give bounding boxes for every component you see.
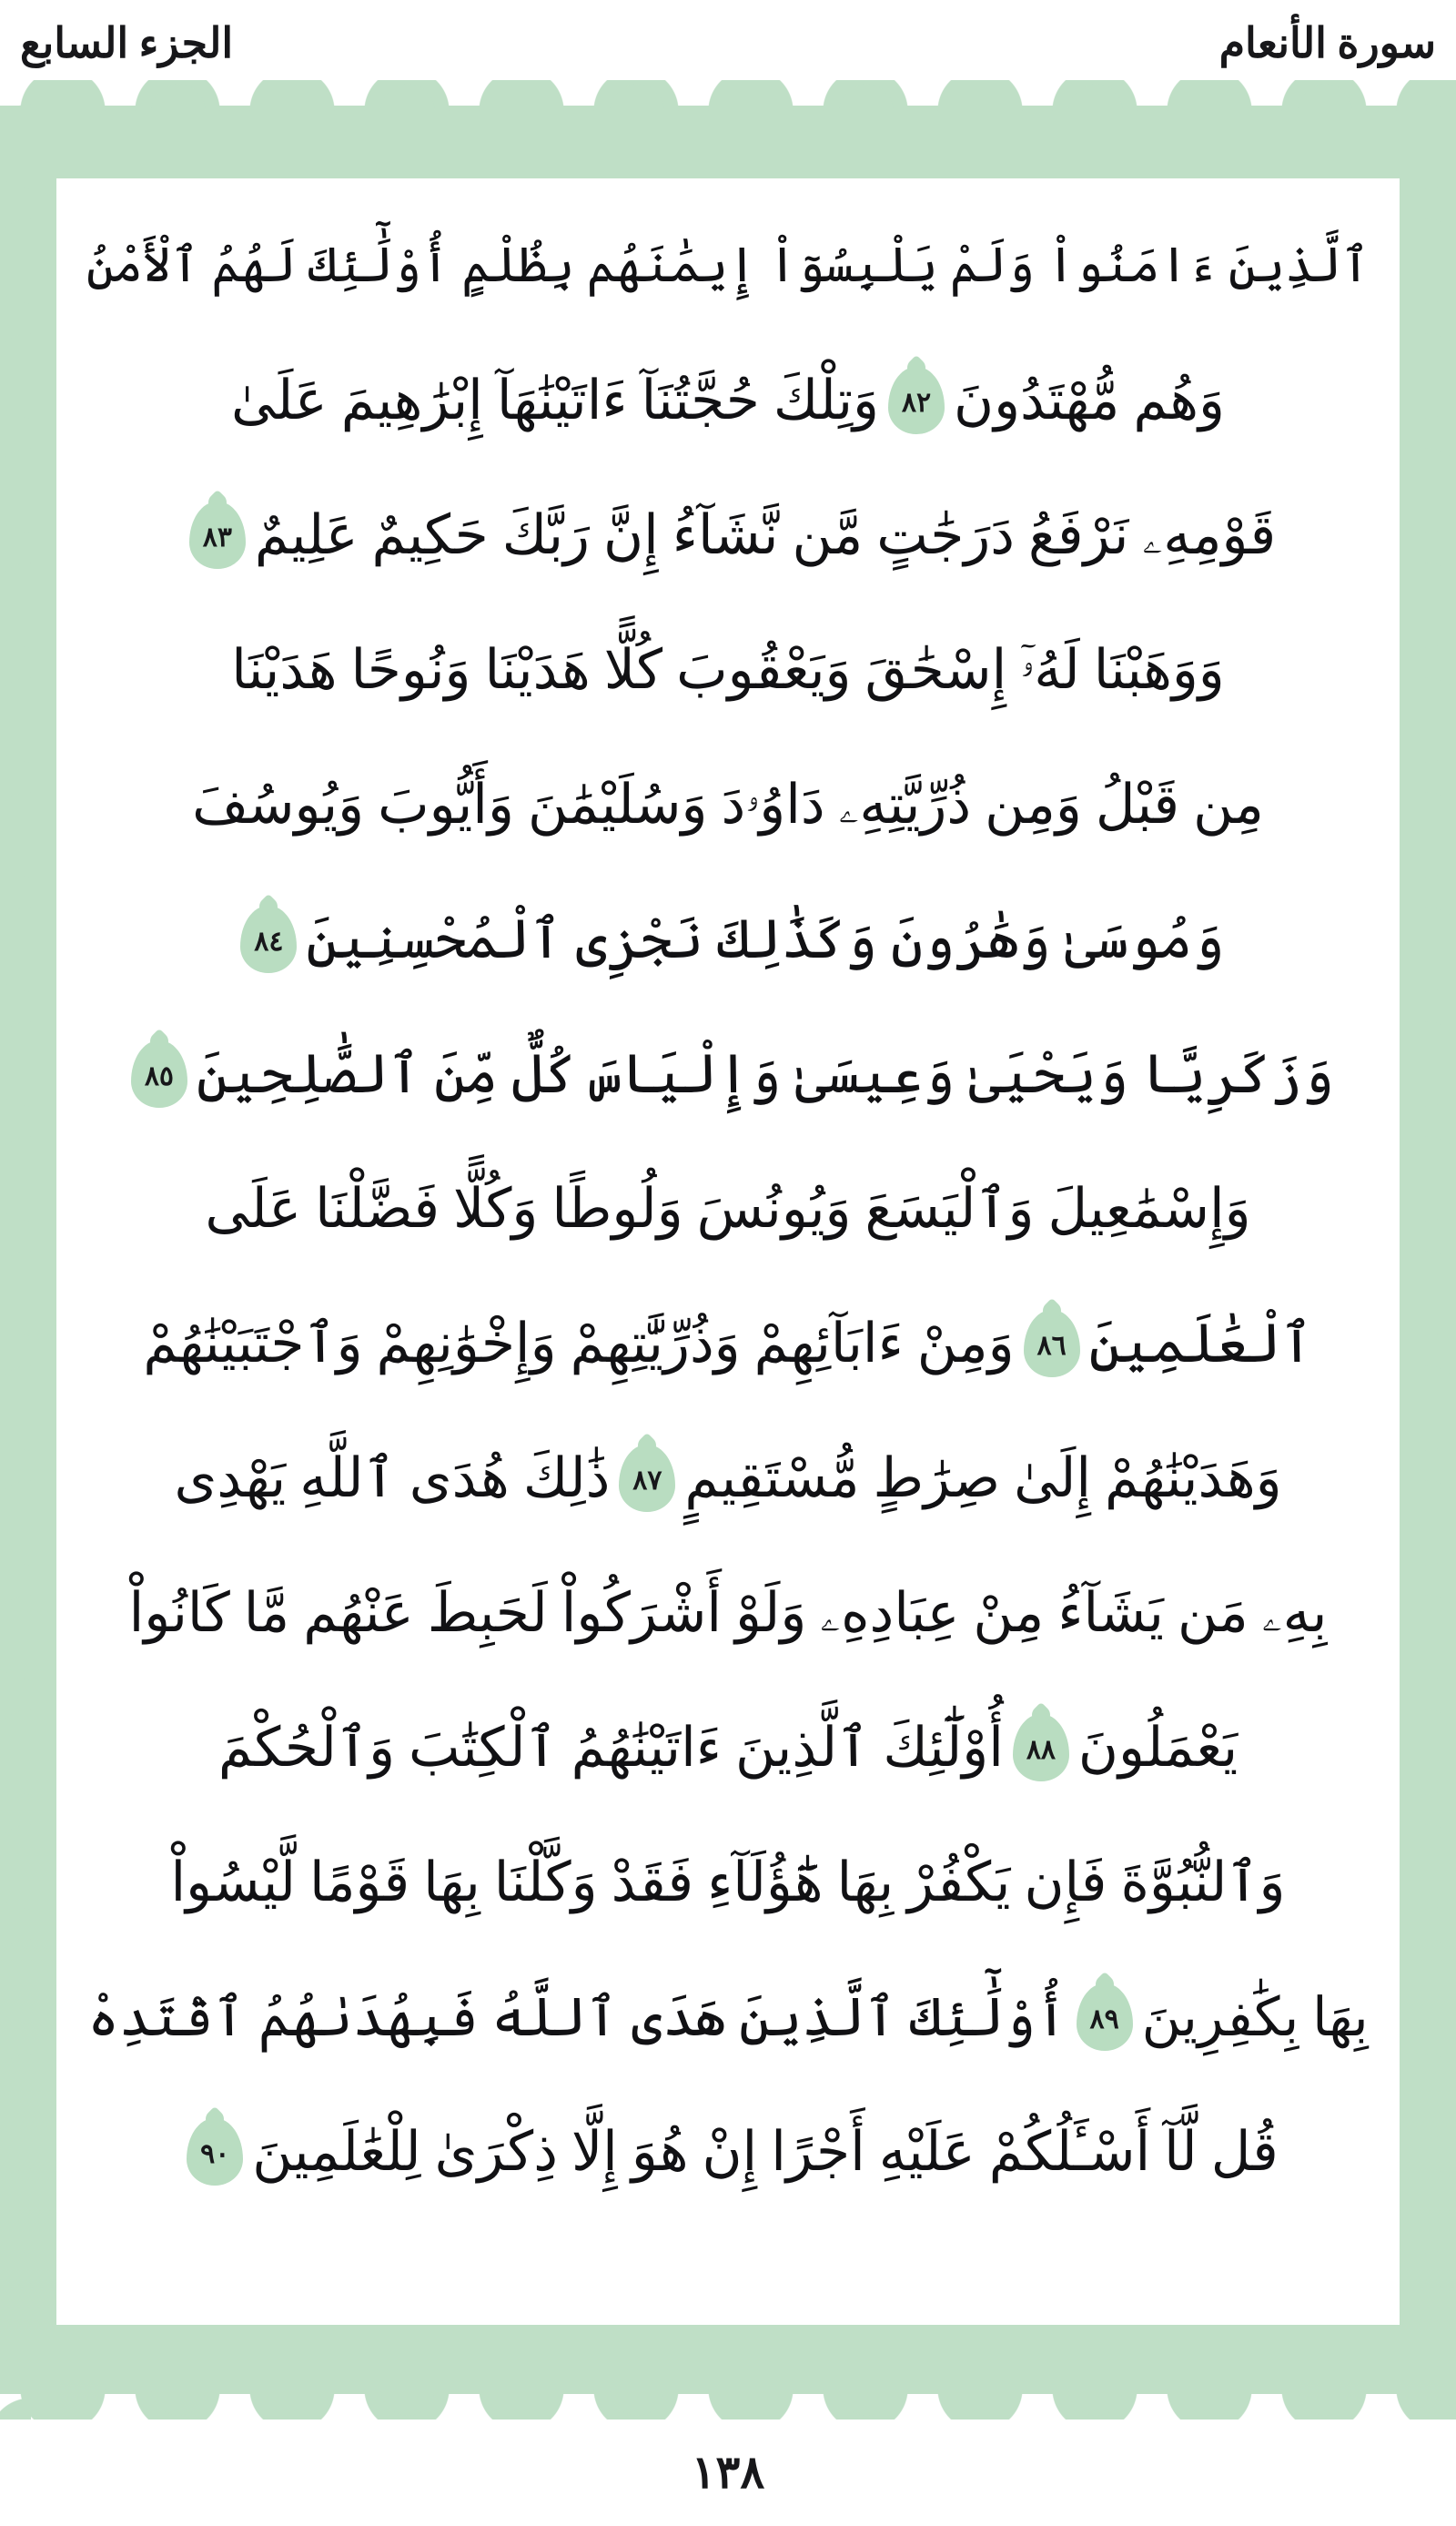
quran-text-segment: بِهِۦ مَن يَشَآءُ مِنْ عِبَادِهِۦ وَلَوْ أَشْرَكُواْ لَحَبِطَ عَنْهُم مَّا كَانُواْ: [128, 1583, 1328, 1643]
ayah-number-marker[interactable]: [1013, 1714, 1069, 1781]
surah-name-label: سورة الأنعام: [1218, 20, 1436, 66]
scallop-tips-bottom: [0, 2389, 1456, 2425]
ayah-number-marker[interactable]: [1024, 1310, 1080, 1377]
ayah-number-label: ٨٧: [632, 1466, 662, 1496]
quran-line: [80, 872, 1376, 1007]
juz-name-label: الجزء السابع: [20, 20, 234, 66]
ayah-number-marker[interactable]: [189, 502, 246, 569]
quran-text-segment: ٱلْعَٰلَمِينَ: [1088, 1314, 1313, 1374]
ayah-number-marker[interactable]: [888, 367, 945, 434]
quran-text-segment: قَوْمِهِۦ نَرْفَعُ دَرَجَٰتٍ مَّن نَّشَآءُ إِنَّ رَبَّكَ حَكِيمٌ عَلِيمٌ: [254, 505, 1277, 565]
quran-text-segment: أُوْلَٰٓئِكَ ٱلَّذِينَ ءَاتَيْنَٰهُمُ ٱلْكِتَٰبَ وَٱلْحُكْمَ: [217, 1718, 1004, 1778]
ayah-number-label: ٨٣: [202, 522, 232, 553]
ayah-number-label: ٨٩: [1089, 2004, 1119, 2034]
quran-text-segment: ٱلَّذِينَ ءَامَنُواْ وَلَمْ يَلْبِسُوٓاْ إِيمَٰنَهُم بِظُلْمٍ أُوْلَٰٓئِكَ لَهُمُ ٱلْأَمْنُ: [86, 238, 1370, 292]
quran-line: [80, 333, 1376, 468]
quran-text-segment: يَعْمَلُونَ: [1077, 1718, 1239, 1778]
scallop-edge-right: [1425, 80, 1456, 2419]
quran-text-segment: مِن قَبْلُ وَمِن ذُرِّيَّتِهِۦ دَاوُۥدَ وَسُلَيْمَٰنَ وَأَيُّوبَ وَيُوسُفَ: [192, 775, 1264, 835]
quran-line: [80, 1276, 1376, 1411]
ayah-number-marker[interactable]: [131, 1040, 187, 1108]
quran-text-segment: وَتِلْكَ حُجَّتُنَآ ءَاتَيْنَٰهَآ إِبْرَٰهِيمَ عَلَىٰ: [231, 370, 879, 431]
quran-text-segment: وَٱلنُّبُوَّةَ فَإِن يَكْفُرْ بِهَا هَٰٓؤُلَآءِ فَقَدْ وَكَّلْنَا بِهَا قَوْمًا لَّيْسُواْ: [170, 1852, 1286, 1912]
ayah-number-marker[interactable]: [1077, 1983, 1133, 2051]
quran-line: [80, 1950, 1376, 2085]
quran-line: [80, 603, 1376, 737]
quran-text-segment: أُوْلَٰٓئِكَ ٱلَّذِينَ هَدَى ٱللَّهُ فَبِهُدَىٰهُمُ ٱقْتَدِهْ: [87, 1986, 1067, 2047]
ayah-number-label: ٩٠: [200, 2139, 230, 2169]
quran-line: [80, 1007, 1376, 1141]
quran-line: [80, 1680, 1376, 1815]
quran-text-segment: قُل لَّآ أَسْـَٔلُكُمْ عَلَيْهِ أَجْرًا إِنْ هُوَ إِلَّا ذِكْرَىٰ لِلْعَٰلَمِينَ: [252, 2122, 1279, 2182]
ayah-number-label: ٨٨: [1026, 1735, 1057, 1765]
quran-text-segment: ذَٰلِكَ هُدَى ٱللَّهِ يَهْدِى: [174, 1448, 611, 1508]
quran-text-segment: وَإِسْمَٰعِيلَ وَٱلْيَسَعَ وَيُونُسَ وَلُوطًا وَكُلًّا فَضَّلْنَا عَلَى: [205, 1179, 1251, 1239]
ayah-number-marker[interactable]: [619, 1445, 675, 1512]
quran-line: [80, 1141, 1376, 1276]
ayah-number-marker[interactable]: [240, 906, 297, 973]
ayah-number-label: ٨٤: [254, 927, 284, 957]
quran-line: [80, 1411, 1376, 1546]
quran-line: [80, 1815, 1376, 1950]
quran-text-segment: وَزَكَرِيَّا وَيَحْيَىٰ وَعِيسَىٰ وَإِلْيَاسَ كُلٌّ مِّنَ ٱلصَّٰلِحِينَ: [196, 1044, 1335, 1104]
ayah-number-label: ٨٦: [1036, 1331, 1067, 1361]
quran-text-segment: وَمُوسَىٰ وَهَٰرُونَ وَكَذَٰلِكَ نَجْزِى ٱلْمُحْسِنِينَ: [306, 909, 1225, 969]
quran-line: [80, 737, 1376, 872]
quran-text-segment: وَهَدَيْنَٰهُمْ إِلَىٰ صِرَٰطٍ مُّسْتَقِيمٍ: [684, 1448, 1282, 1508]
quran-text-panel: [56, 178, 1400, 2325]
quran-line: [80, 2085, 1376, 2219]
ayah-number-label: ٨٥: [144, 1061, 175, 1091]
ayah-number-marker[interactable]: [187, 2118, 243, 2186]
quran-text-segment: وَمِنْ ءَابَآئِهِمْ وَذُرِّيَّٰتِهِمْ وَإِخْوَٰنِهِمْ وَٱجْتَبَيْنَٰهُمْ: [143, 1314, 1015, 1374]
scallop-edge-left: [0, 80, 31, 2419]
scallop-tips-top: [0, 75, 1456, 111]
ayah-number-label: ٨٢: [901, 388, 932, 418]
quran-text-segment: وَوَهَبْنَا لَهُۥٓ إِسْحَٰقَ وَيَعْقُوبَ كُلًّا هَدَيْنَا وَنُوحًا هَدَيْنَا: [231, 640, 1225, 700]
quran-line: [80, 1546, 1376, 1680]
quran-line: [80, 468, 1376, 603]
page-number: ١٣٨: [691, 2447, 765, 2498]
quran-line: [80, 198, 1376, 333]
quran-text-segment: وَهُم مُّهْتَدُونَ: [954, 370, 1225, 431]
quran-text-segment: بِهَا بِكَٰفِرِينَ: [1141, 1986, 1369, 2047]
